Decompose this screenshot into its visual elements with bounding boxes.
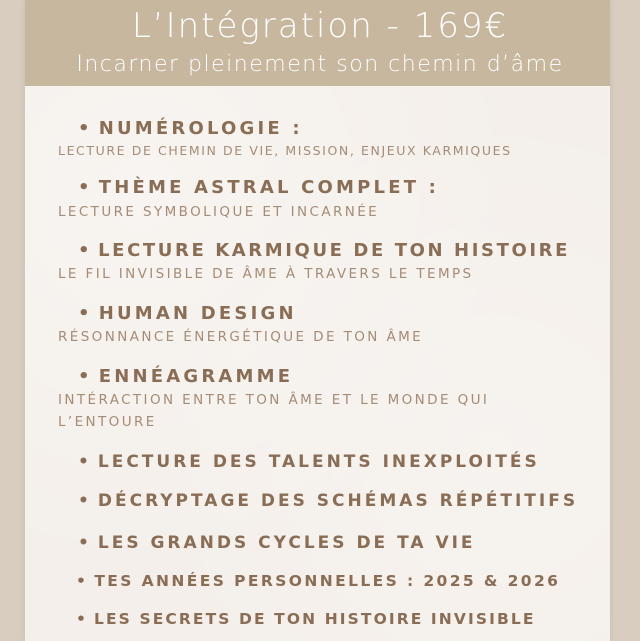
item-title-human-design: • HUMAN DESIGN <box>78 303 297 324</box>
item-title-secrets: • LES SECRETS DE TON HISTOIRE INVISIBLE <box>76 610 536 628</box>
bullet-icon: • <box>76 572 89 590</box>
bullet-icon: • <box>78 240 93 261</box>
bullet-icon: • <box>78 177 93 198</box>
item-desc-enneagramme-line1: INTÉRACTION ENTRE TON ÂME ET LE MONDE QUI <box>58 392 490 408</box>
item-desc-enneagramme-line2: L’ENTOURE <box>58 414 157 430</box>
bullet-icon: • <box>78 533 92 553</box>
item-title-cycles: • LES GRANDS CYCLES DE TA VIE <box>78 533 476 553</box>
item-title-schemas: • DÉCRYPTAGE DES SCHÉMAS RÉPÉTITIFS <box>78 491 579 511</box>
bullet-icon: • <box>78 366 93 387</box>
bullet-icon: • <box>78 452 92 472</box>
item-desc-numerologie: LECTURE DE CHEMIN DE VIE, MISSION, ENJEUX KARMIQUES <box>58 143 512 158</box>
bullet-icon: • <box>78 491 92 511</box>
item-title-annees: • TES ANNÉES PERSONNELLES : 2025 & 2026 <box>76 572 561 590</box>
bullet-icon: • <box>76 610 89 628</box>
item-title-enneagramme: • ENNÉAGRAMME <box>78 366 294 387</box>
page-title: L’Intégration - 169€ <box>131 6 509 46</box>
bullet-icon: • <box>78 303 93 324</box>
item-title-numerologie: • NUMÉROLOGIE : <box>78 118 303 139</box>
item-desc-lecture-karmique: LE FIL INVISIBLE DE ÂME À TRAVERS LE TEMPS <box>58 266 474 282</box>
bullet-icon: • <box>78 118 93 139</box>
item-desc-theme-astral: LECTURE SYMBOLIQUE ET INCARNÉE <box>58 204 380 220</box>
item-desc-human-design: RÉSONNANCE ÉNERGÉTIQUE DE TON ÂME <box>58 329 424 345</box>
page-subtitle: Incarner pleinement son chemin d’âme <box>76 52 564 77</box>
item-title-theme-astral: • THÈME ASTRAL COMPLET : <box>78 177 440 198</box>
item-title-lecture-karmique: • LECTURE KARMIQUE DE TON HISTOIRE <box>78 240 571 261</box>
item-title-talents: • LECTURE DES TALENTS INEXPLOITÉS <box>78 452 540 472</box>
